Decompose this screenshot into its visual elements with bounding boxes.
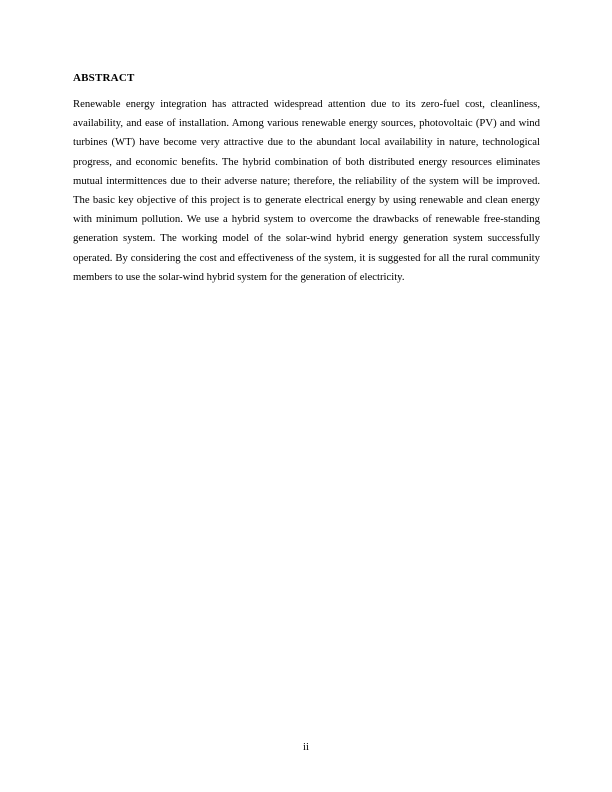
abstract-paragraph: Renewable energy integration has attracted widespread attention due to its zero-fuel cost, cleanliness, availability, and ease of installation. Among various renewable energy sources, photovoltaic (PV) and wind turbines (WT) have become very attractive due to the abundant local availability in nature, technological progress, and economic benefits. The hybrid combination of both distributed energy resources eliminates mutual intermittences due to their adverse nature; therefore, the reliability of the system will be improved. The basic key objective of this project is to generate electrical energy by using renewable and clean energy with minimum pollution. We use a hybrid system to overcome the drawbacks of renewable free-standing generation system. The working model of the solar-wind hybrid energy generation system successfully operated. By considering the cost and effectiveness of the system, it is suggested for all the rural community members to use the solar-wind hybrid system for the generation of electricity. xyxy=(73,98,540,283)
abstract-heading: ABSTRACT xyxy=(73,72,135,84)
page-number: ii xyxy=(303,741,309,753)
